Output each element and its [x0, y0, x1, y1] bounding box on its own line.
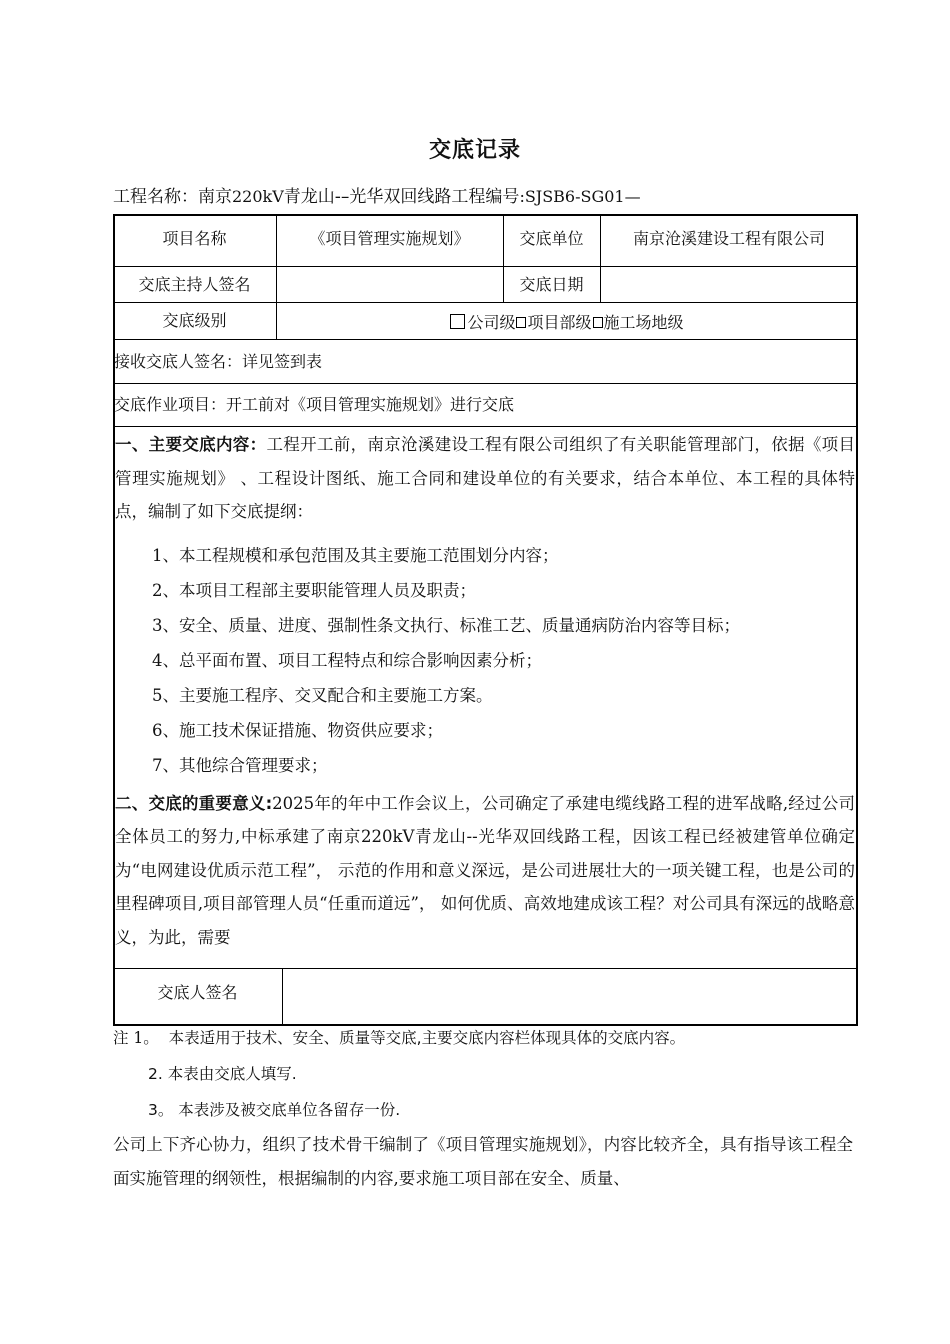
label-project-name: 项目名称 [162, 229, 227, 248]
list-item: 5、主要施工程序、交叉配合和主要施工方案。 [152, 685, 493, 705]
section-one-heading: 一、主要交底内容： [115, 435, 267, 454]
main-content [115, 428, 855, 954]
checkbox-company-level[interactable] [450, 314, 465, 329]
project-prefix: 工程名称：南京 [113, 187, 232, 207]
note-2: 2. 本表由交底人填写. [148, 1065, 297, 1083]
list-item: 3、安全、质量、进度、强制性条文执行、标准工艺、质量通病防治内容等目标； [152, 615, 740, 635]
project-line [113, 182, 641, 207]
notes [113, 1026, 685, 1134]
level-options [276, 310, 858, 333]
option-company-level: 公司级 [467, 313, 516, 332]
project-name: 青龙山-–光华双回线路工程编号 [283, 187, 520, 207]
checkbox-project-level[interactable] [516, 317, 526, 328]
project-code: :SJSB6-SG01— [519, 187, 641, 206]
continuation-text: 公司上下齐心协力，组织了技术骨干编制了《项目管理实施规划》，内容比较齐全，具有指导该工程全面实施管理的纲领性，根据编制的内容,要求施工项目部在安全、质量、 [113, 1135, 853, 1188]
list-item: 2、本项目工程部主要职能管理人员及职责； [152, 580, 476, 600]
value-disclosure-unit: 南京沧溪建设工程有限公司 [632, 229, 825, 248]
section-two-heading: 二、交底的重要意义: [115, 793, 273, 813]
label-disclosure-date: 交底日期 [519, 275, 584, 294]
list-item: 7、其他综合管理要求； [152, 755, 328, 775]
note-1 [113, 1026, 685, 1062]
note-3: 3。 本表涉及被交底单位各留存一份. [148, 1101, 401, 1119]
section-one [115, 428, 855, 529]
value-project-name: 《项目管理实施规划》 [309, 229, 470, 248]
label-host-signature: 交底主持人签名 [138, 275, 251, 294]
outline-list [115, 538, 855, 783]
note-1-prefix: 注 1。 [113, 1029, 159, 1047]
list-item: 6、施工技术保证措施、物资供应要求； [152, 720, 443, 740]
label-disclosure-level: 交底级别 [162, 311, 227, 330]
label-disclosure-unit: 交底单位 [519, 229, 584, 248]
list-item: 1、本工程规模和承包范围及其主要施工范围划分内容； [152, 545, 559, 565]
document-title: 交底记录 [428, 138, 521, 163]
work-item: 交底作业项目：开工前对《项目管理实施规划》进行交底 [114, 395, 515, 414]
receiver-signature: 接收交底人签名：详见签到表 [114, 352, 323, 371]
label-signer: 交底人签名 [157, 983, 238, 1002]
list-item: 4、总平面布置、项目工程特点和综合影响因素分析； [152, 650, 542, 670]
option-site-level: 施工场地级 [603, 313, 684, 332]
note-1-text: 本表适用于技术、安全、质量等交底,主要交底内容栏体现具体的交底内容。 [168, 1029, 686, 1047]
checkbox-site-level[interactable] [593, 317, 603, 328]
section-one-body: 工程开工前，南京沧溪建设工程有限公司组织了有关职能管理部门，依据《项目管理实施规划》 、工程设计图纸、施工合同和建设单位的有关要求，结合本单位、本工程的具体特点，编制了如下交底提纲： [115, 435, 856, 521]
project-voltage: 220kV [232, 187, 284, 206]
option-project-level: 项目部级 [527, 313, 592, 332]
section-two [115, 787, 855, 955]
section-two-body: 2025年的年中工作会议上，公司确定了承建电缆线路工程的进军战略,经过公司全体员工的努力,中标承建了南京220kV青龙山--光华双回线路工程，因该工程已经被建管单位确定为“电网建设优质示范工程”， 示范的作用和意义深远，是公司进展壮大的一项关键工程，也是公司的里程碑项目,项目部管理人员“任重而道远”， 如何优质、高效地建成该工程？对公司具有深远的战略意义，为此，需要 [115, 793, 855, 947]
